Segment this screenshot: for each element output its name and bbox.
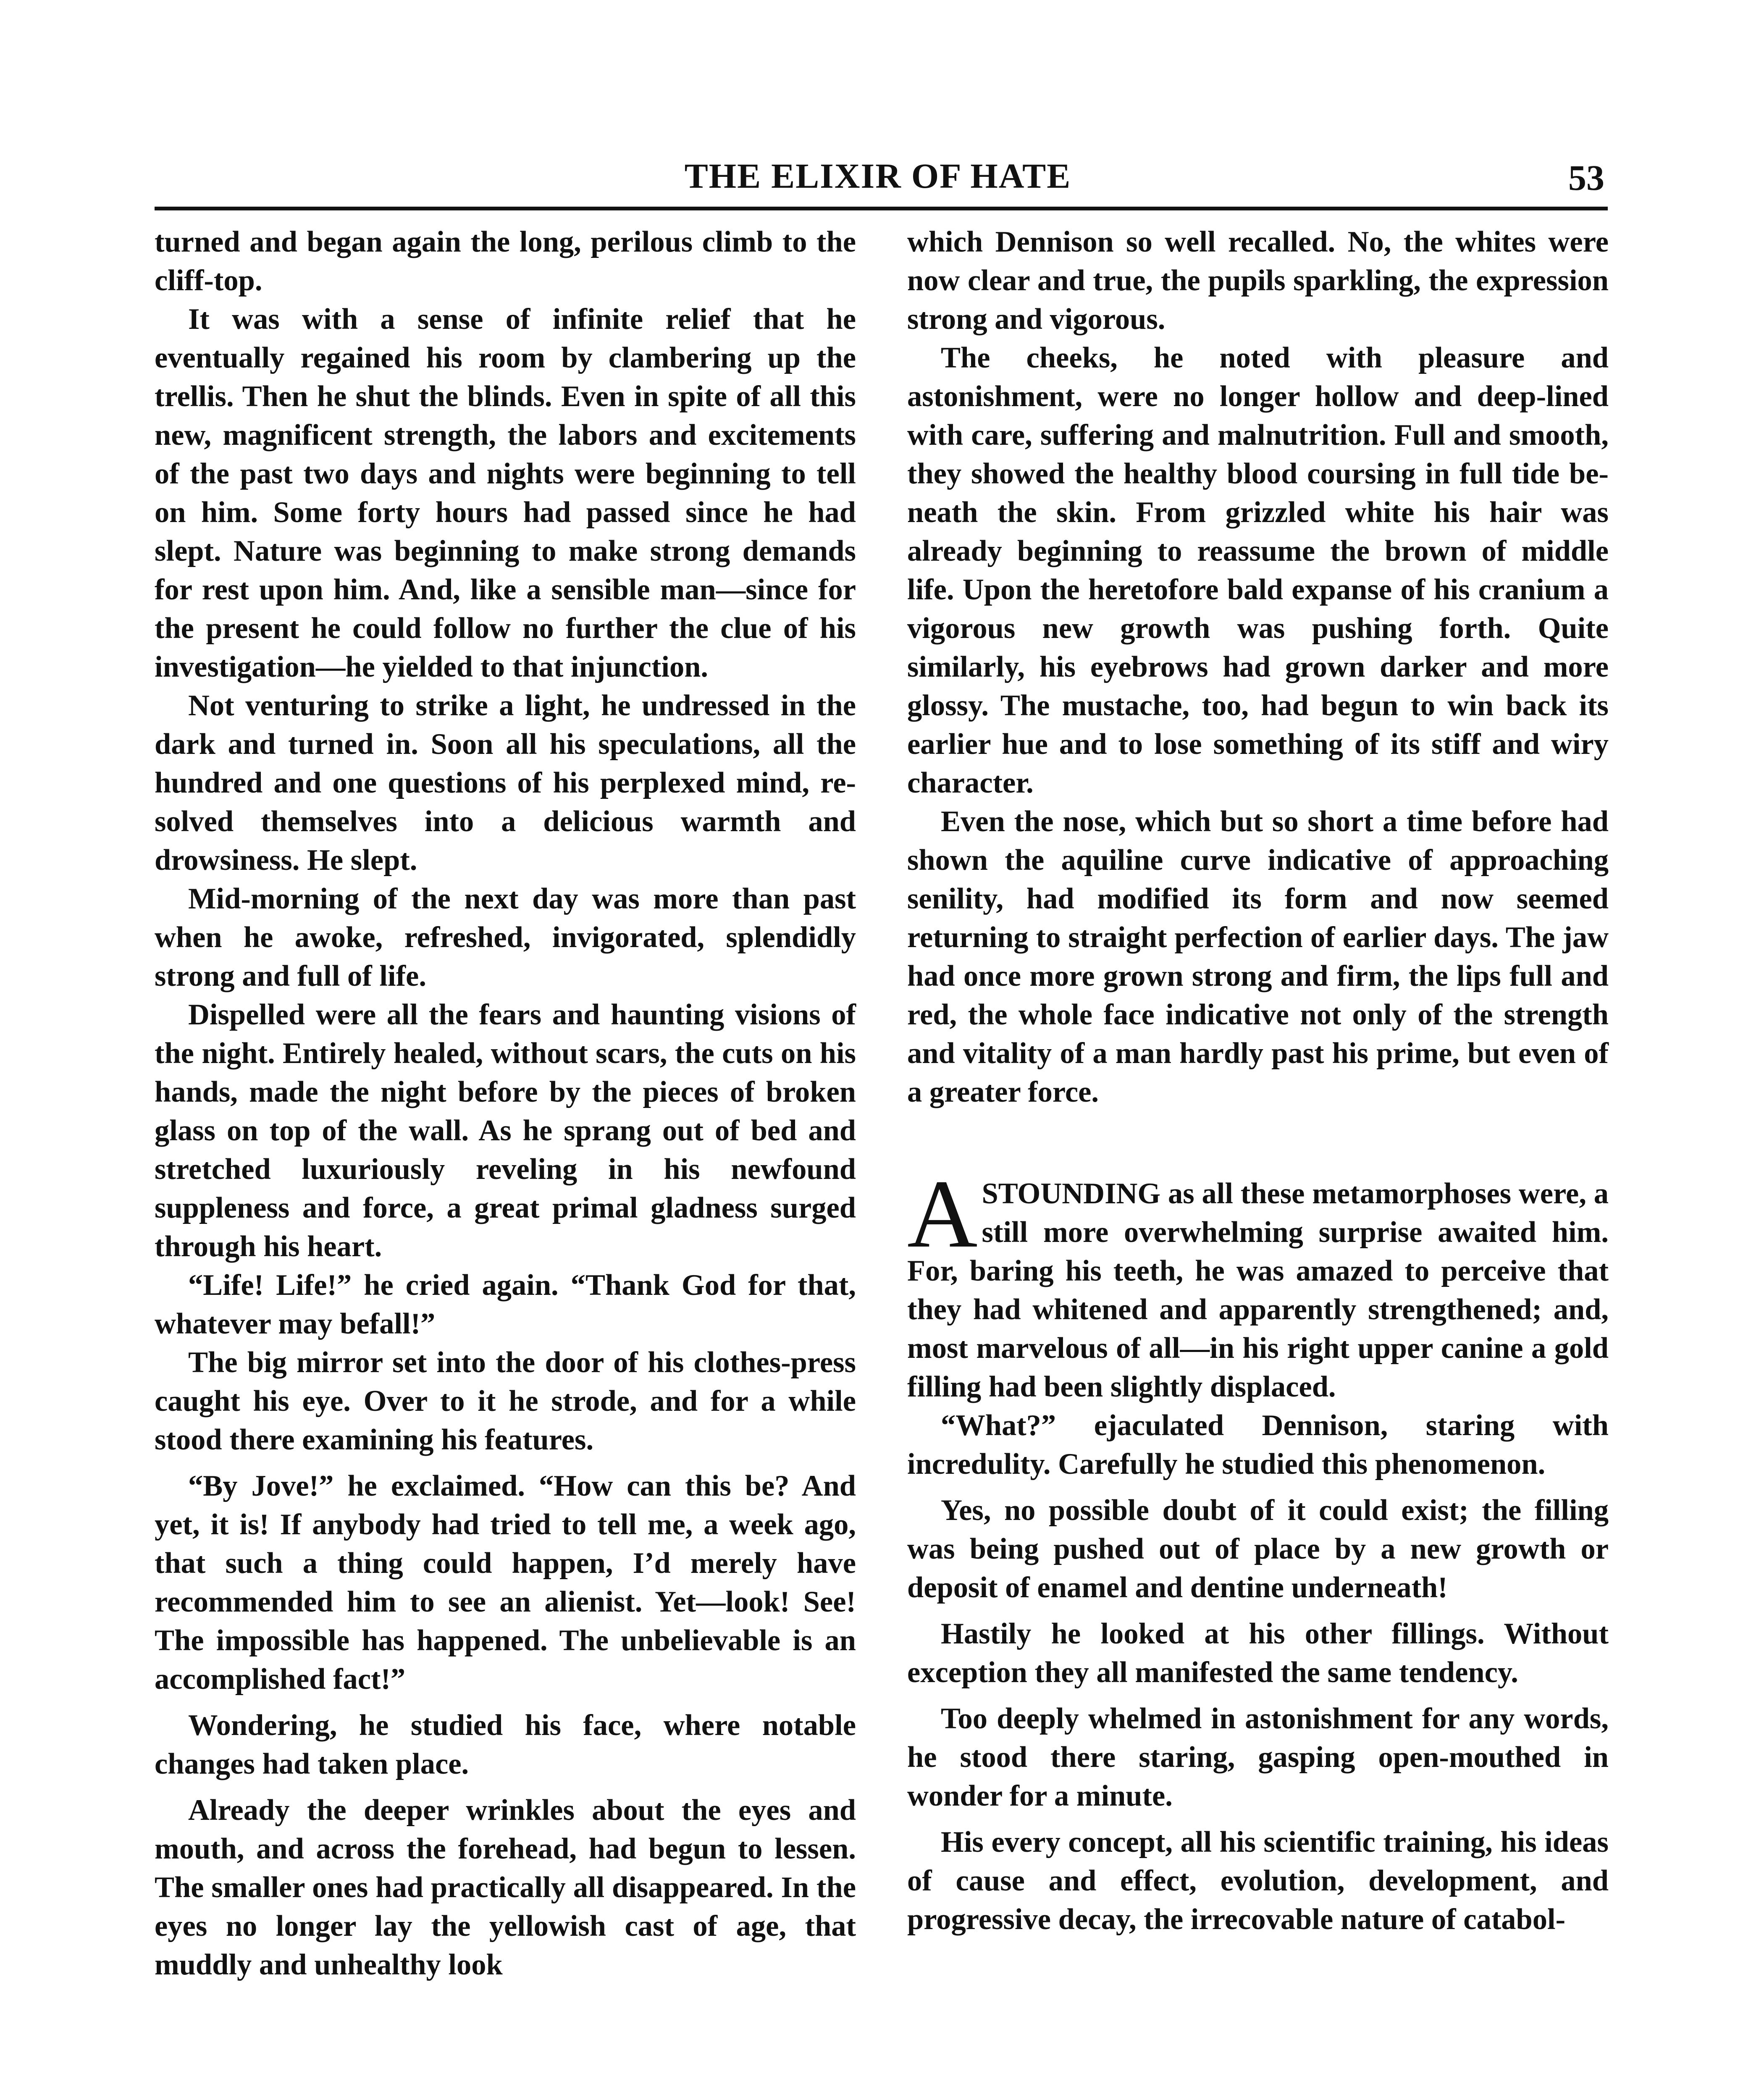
running-header-title: THE ELIXIR OF HATE <box>684 157 1071 196</box>
paragraph: Too deeply whelmed in astonishment for any words, he stood there staring, gasping open-mouthed in wonder for a minute. <box>907 1702 1609 1812</box>
paragraph: Hastily he looked at his other fillings. Without exception they all manifested the same tendency. <box>907 1617 1609 1689</box>
page-number: 53 <box>1568 158 1604 198</box>
paragraph: “Life! Life!” he cried again. “Thank God for that, whatever may befall!” <box>155 1269 856 1340</box>
section-paragraph-text: STOUNDING as all these metamorphoses were, a still more overwhelming surprise awaited him. For, baring his teeth, he was amazed to perceive that they had whitened and apparently strengthened; and, most marvelous of all—in his right upper canine a gold filling had been slightly displaced. <box>907 1177 1609 1403</box>
paragraph: “What?” ejaculated Dennison, staring with incredulity. Carefully he studied this phenomenon. <box>907 1409 1609 1480</box>
paragraph: which Dennison so well recalled. No, the whites were now clear and true, the pupils sparkling, the expression strong and vigorous. <box>907 226 1609 336</box>
paragraph: The cheeks, he noted with pleasure and astonishment, were no longer hollow and deep-lined with care, suffering and malnutrition. Full and smooth, they showed the healthy blood coursing in full tide beneath the skin. From grizzled white his hair was already beginning to reassume the brown of middle life. Upon the heretofore bald expanse of his cranium a vigorous new growth was pushing forth. Quite similarly, his eyebrows had grown darker and more glossy. The mustache, too, had begun to win back its earlier hue and to lose something of its stiff and wiry character. <box>907 341 1609 799</box>
paragraph: It was with a sense of infinite relief that he eventually regained his room by clambering up the trellis. Then he shut the blinds. Even in spite of all this new, magnificent strength, the labors and excitements of the past two days and nights were beginning to tell on him. Some forty hours had passed since he had slept. Nature was beginning to make strong demands for rest upon him. And, like a sensible man—since for the present he could follow no further the clue of his investigation—he yielded to that injunction. <box>155 303 856 683</box>
paragraph: turned and began again the long, perilous climb to the cliff-top. <box>155 226 856 297</box>
paragraph: Even the nose, which but so short a time before had shown the aquiline curve indicative of approaching senility, had modified its form and now seemed returning to straight perfection of earlier days. The jaw had once more grown strong and firm, the lips full and red, the whole face indicative not only of the strength and vitality of a man hardly past his prime, but even of a greater force. <box>907 805 1609 1108</box>
left-column <box>155 223 856 1984</box>
paragraph: Yes, no possible doubt of it could exist; the filling was being pushed out of place by a new growth or deposit of enamel and dentine underneath! <box>907 1494 1609 1604</box>
paragraph: Already the deeper wrinkles about the eyes and mouth, and across the forehead, had begun to lessen. The smaller ones had practically all disappeared. In the eyes no longer lay the yellowish cast of age, that muddly and unhealthy look <box>155 1794 856 1981</box>
paragraph: Not venturing to strike a light, he undressed in the dark and turned in. Soon all his speculations, all the hundred and one questions of his perplexed mind, resolved themselves into a delicious warmth and drowsiness. He slept. <box>155 689 856 877</box>
drop-cap: A <box>907 1160 978 1268</box>
header-rule <box>155 207 1608 210</box>
paragraph: Dispelled were all the fears and haunting visions of the night. Entirely healed, without scars, the cuts on his hands, made the night before by the pieces of broken glass on top of the wall. As he sprang out of bed and stretched luxuriously reveling in his newfound suppleness and force, a great primal gladness surged through his heart. <box>155 998 856 1263</box>
paragraph: Mid-morning of the next day was more than past when he awoke, refreshed, invigorated, splendidly strong and full of life. <box>155 882 856 992</box>
paragraph: The big mirror set into the door of his clothes-press caught his eye. Over to it he strode, and for a while stood there examining his features. <box>155 1346 856 1456</box>
paragraph: “By Jove!” he exclaimed. “How can this be? And yet, it is! If anybody had tried to tell me, a week ago, that such a thing could happen, I’d merely have recommended him to see an alienist. Yet—look! See! The impossible has happened. The unbelievable is an accomplished fact!” <box>155 1470 856 1696</box>
paragraph: His every concept, all his scientific training, his ideas of cause and effect, evolution, development, and progressive decay, the irrecovable nature of catabol- <box>907 1826 1609 1936</box>
section-paragraph <box>907 1160 1609 1406</box>
right-column <box>907 223 1609 1939</box>
paragraph: Wondering, he studied his face, where notable changes had taken place. <box>155 1709 856 1780</box>
